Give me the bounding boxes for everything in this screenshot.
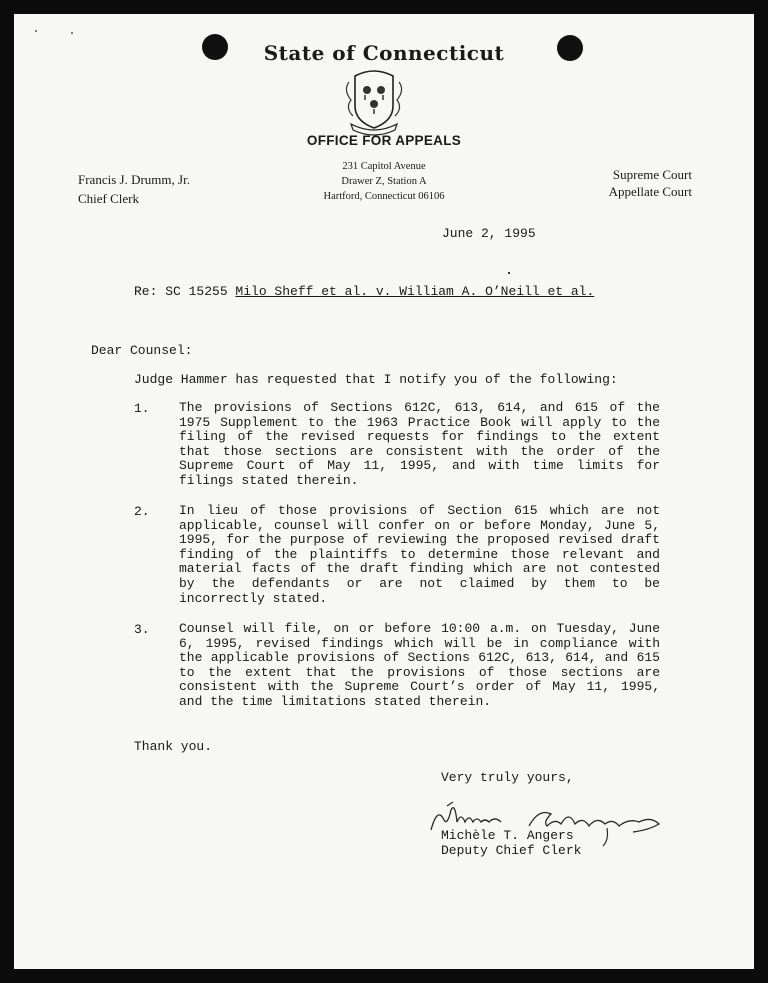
salutation: Dear Counsel: <box>91 343 193 358</box>
address-line: Drawer Z, Station A <box>341 176 427 187</box>
item-number: 2. <box>134 504 150 519</box>
signer-name: Michèle T. Angers <box>441 828 574 843</box>
item-text: In lieu of those provisions of Section 615 which are not applicable, counsel will confer on or before Monday, June 5, 1995, for the purpose of reviewing the proposed revised draft finding of the plaintiffs to determine those relevant and material facts of the draft finding which are not contested by the defendants or are not claimed by them to be incorrectly stated. <box>179 503 660 606</box>
courts-block <box>609 166 692 200</box>
chief-clerk-name: Francis J. Drumm, Jr. <box>78 172 190 187</box>
scan-speck <box>508 272 510 274</box>
re-line <box>134 284 594 299</box>
address-line: 231 Capitol Avenue <box>342 161 426 172</box>
state-seal-icon <box>341 66 407 136</box>
item-number: 3. <box>134 622 150 637</box>
re-prefix: Re: SC 15255 <box>134 284 236 299</box>
letter-page <box>14 14 754 969</box>
item-text: Counsel will file, on or before 10:00 a.m. on Tuesday, June 6, 1995, revised findings which will be in compliance with the applicable provisions of Sections 612C, 613, 614, and 615 to the extent that the provisions of those sections are consistent with the Supreme Court’s order of May 11, 1995, and the time limitations stated therein. <box>179 621 660 709</box>
intro-paragraph: Judge Hammer has requested that I notify you of the following: <box>134 372 618 387</box>
letter-date: June 2, 1995 <box>442 226 536 241</box>
closing-line: Very truly yours, <box>441 770 574 785</box>
signer-title: Deputy Chief Clerk <box>441 843 582 858</box>
court-name: Appellate Court <box>608 184 692 199</box>
item-text: The provisions of Sections 612C, 613, 614, and 615 of the 1975 Supplement to the 1963 Practice Book will apply to the filing of the revised requests for findings to the extent that those sections are consistent with the order of the Supreme Court of May 11, 1995, and with time limits for filings stated therein. <box>179 400 660 488</box>
address-line: Hartford, Connecticut 06106 <box>323 191 445 202</box>
case-title: Milo Sheff et al. v. William A. O’Neill et al. <box>235 284 595 299</box>
chief-clerk-title: Chief Clerk <box>78 191 140 206</box>
scan-speck <box>71 32 73 34</box>
state-title: State of Connecticut <box>263 41 505 65</box>
item-number: 1. <box>134 401 150 416</box>
scan-speck <box>35 30 37 32</box>
thanks-line: Thank you. <box>134 739 213 754</box>
court-name: Supreme Court <box>612 167 692 182</box>
office-name: OFFICE FOR APPEALS <box>306 133 462 148</box>
chief-clerk-block <box>78 170 190 208</box>
